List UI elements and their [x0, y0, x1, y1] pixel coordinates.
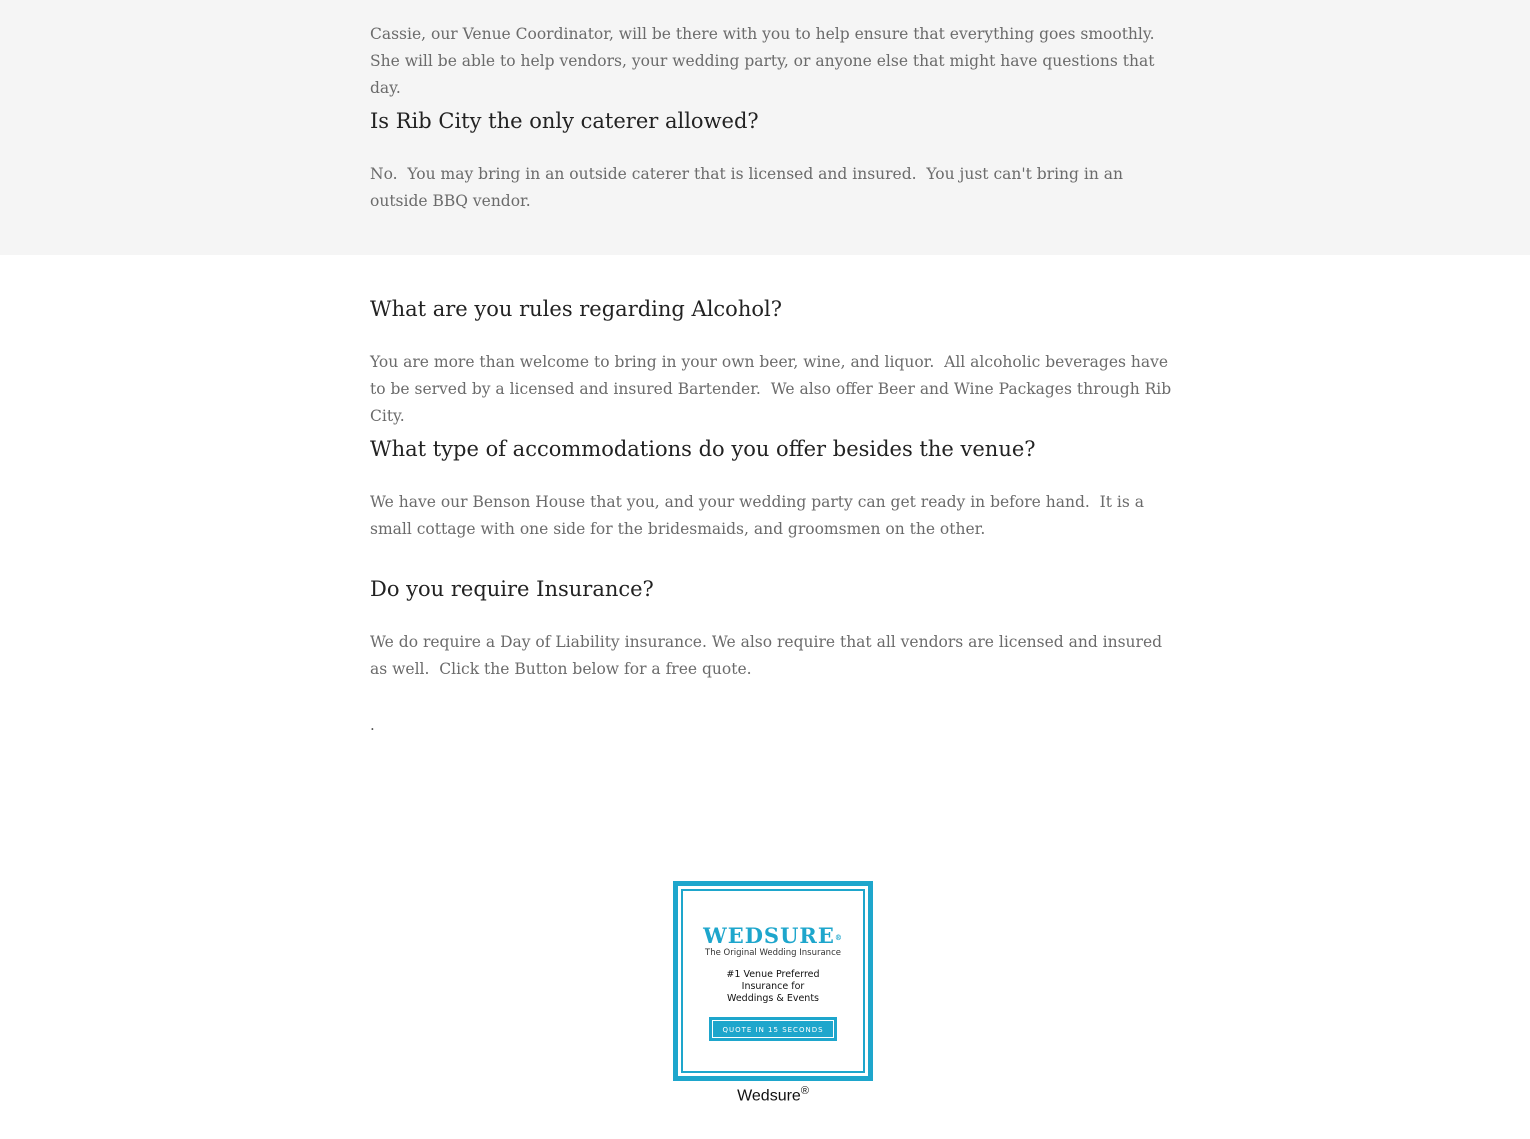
quote-button[interactable] — [709, 1017, 837, 1041]
badge-tagline: The Original Wedding Insurance — [705, 948, 841, 958]
badge-pitch — [683, 969, 863, 1005]
faq-question-alcohol: What are you rules regarding Alcohol? — [370, 297, 782, 321]
badge-pitch-line: Weddings & Events — [727, 993, 819, 1004]
badge-inner — [678, 886, 868, 1076]
faq-answer-caterer: No. You may bring in an outside caterer that is licensed and insured. You just can't bring in an outside BBQ vendor. — [370, 165, 1128, 210]
faq-answer-alcohol: You are more than welcome to bring in your own beer, wine, and liquor. All alcoholic beverages have to be served by a licensed and insured Bartender. We also offer Beer and Wine Packages through Rib City. — [370, 353, 1177, 425]
spacer-dot: . — [370, 716, 375, 734]
quote-button-label: QUOTE IN 15 SECONDS — [712, 1020, 834, 1038]
faq-question-caterer: Is Rib City the only caterer allowed? — [370, 109, 759, 133]
badge-pitch-line: #1 Venue Preferred — [726, 969, 820, 980]
faq-answer-coordinator: Cassie, our Venue Coordinator, will be there with you to help ensure that everything goes smoothly. She will be able to help vendors, your wedding party, or anyone else that might have questions that day. — [370, 25, 1165, 97]
badge-pitch-line: Insurance for — [741, 981, 805, 992]
wedsure-logo — [683, 925, 863, 947]
badge-frame — [681, 889, 865, 1073]
wedsure-caption-text: Wedsure — [737, 1087, 801, 1105]
registered-mark: ® — [834, 933, 843, 942]
faq-question-accommodations: What type of accommodations do you offer besides the venue? — [370, 437, 1036, 461]
faq-answer-accommodations: We have our Benson House that you, and your wedding party can get ready in before hand. It is a small cottage with one side for the bridesmaids, and groomsmen on the other. — [370, 493, 1149, 538]
wedsure-quote-badge[interactable] — [673, 881, 873, 1081]
wedsure-caption[interactable] — [673, 1085, 873, 1105]
faq-question-insurance: Do you require Insurance? — [370, 577, 654, 601]
faq-answer-insurance: We do require a Day of Liability insurance. We also require that all vendors are licensed and insured as well. Click the Button below for a free quote. — [370, 633, 1167, 678]
wedsure-logo-text: WEDSURE — [703, 923, 835, 948]
wedsure-caption-mark: ® — [800, 1085, 809, 1097]
